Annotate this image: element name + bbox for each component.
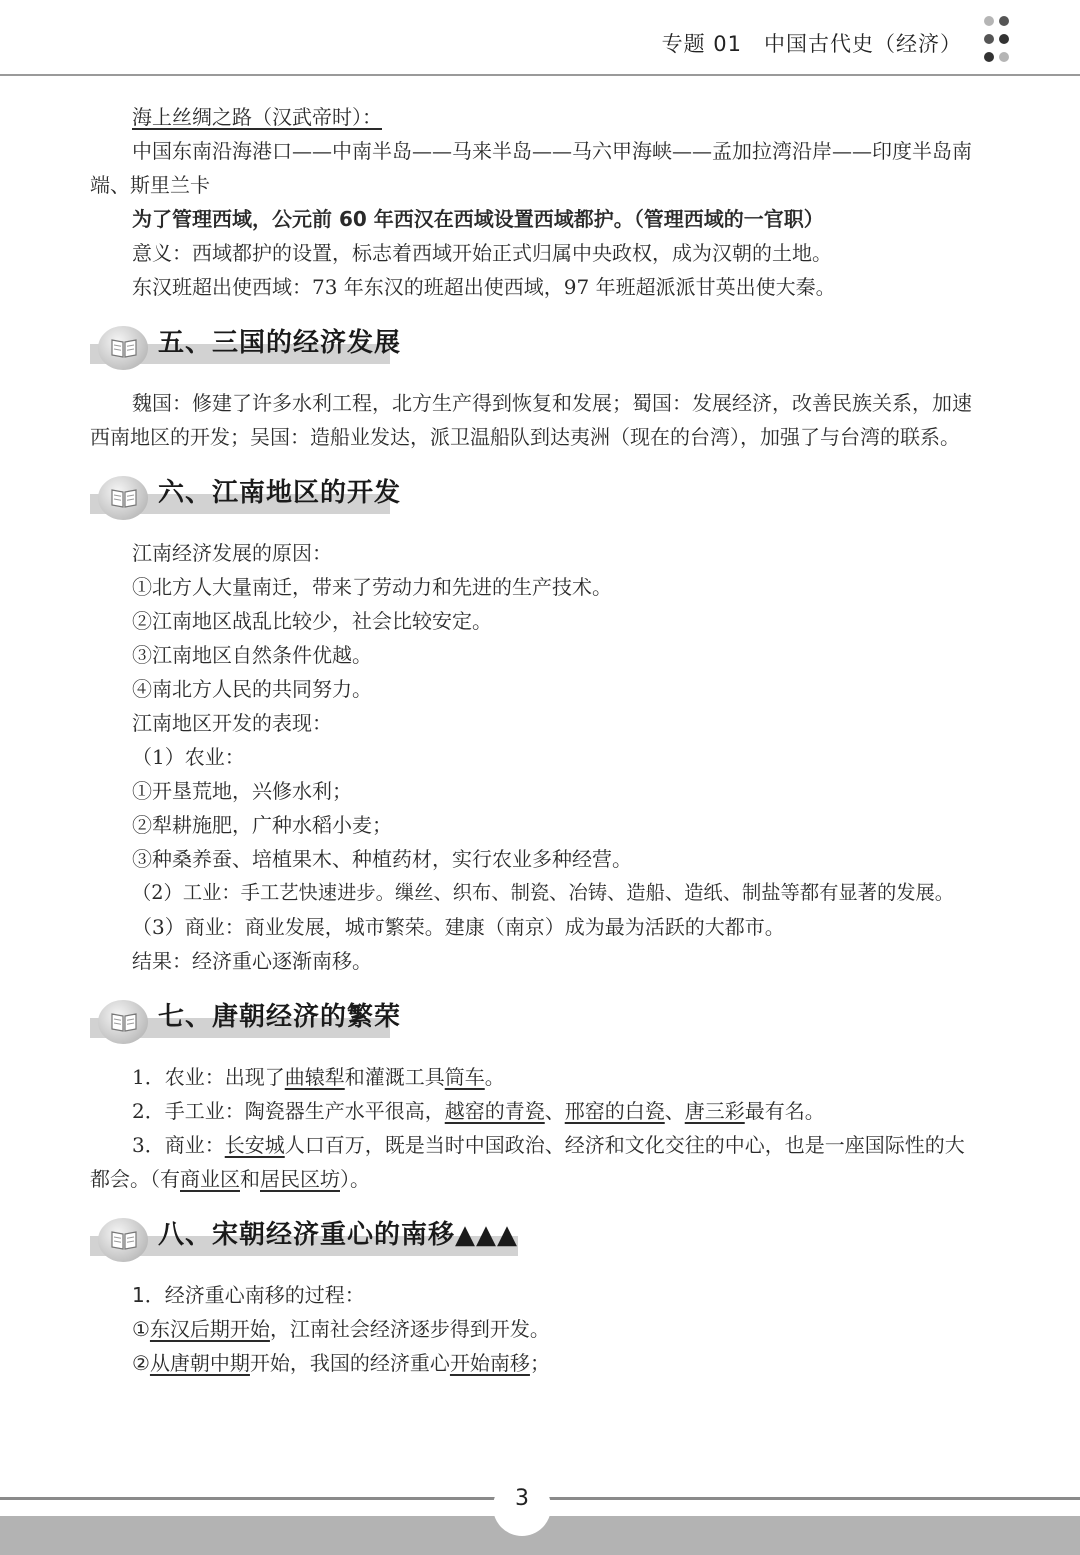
header-dots-ornament: [984, 16, 1024, 64]
section-7-header: [90, 998, 980, 1042]
banchao-mission: 东汉班超出使西域：73 年东汉的班超出使西域，97 年班超派派甘英出使大秦。: [132, 275, 836, 299]
term-donghan-late: 东汉后期开始: [149, 1317, 270, 1341]
book-icon: [111, 1230, 137, 1250]
sec6-line: ③种桑养蚕、培植果木、种植药材，实行农业多种经营。: [132, 847, 632, 871]
xiyu-meaning: 意义：西域都护的设置，标志着西域开始正式归属中央政权，成为汉朝的土地。: [132, 241, 832, 265]
section-badge: [98, 326, 148, 370]
sec7-handicraft: 2．手工业：陶瓷器生产水平很高，越窑的青瓷、邢窑的白瓷、唐三彩最有名。: [132, 1099, 825, 1123]
section-badge: [98, 1218, 148, 1262]
section-badge: [98, 476, 148, 520]
sec8-step-1: ①东汉后期开始，江南社会经济逐步得到开发。: [132, 1317, 550, 1341]
term-tongche: 筒车: [444, 1065, 485, 1089]
page-number: 3: [515, 1486, 529, 1511]
sec6-line: ③江南地区自然条件优越。: [132, 643, 372, 667]
sec6-line: 结果：经济重心逐渐南移。: [132, 949, 372, 973]
header-title: 专题 01 中国古代史（经济）: [661, 32, 962, 56]
page-header: [0, 0, 1080, 76]
silk-road-heading: 海上丝绸之路（汉武帝时）：: [132, 105, 382, 129]
term-start-south: 开始南移: [449, 1351, 530, 1375]
sec6-line: ④南北方人民的共同努力。: [132, 677, 372, 701]
book-icon: [111, 1012, 137, 1032]
page-footer: [0, 1478, 1080, 1555]
section-6-title: 六、江南地区的开发: [158, 478, 402, 508]
section-5-title: 五、三国的经济发展: [158, 328, 402, 358]
sec8-process-heading: 1．经济重心南移的过程：: [132, 1283, 365, 1307]
sec7-agriculture: 1．农业：出现了曲辕犁和灌溉工具筒车。: [132, 1065, 505, 1089]
xiyu-protectorate: 为了管理西域，公元前 60 年西汉在西域设置西域都护。（管理西域的一官职）: [132, 207, 824, 231]
header-divider: [0, 74, 1080, 76]
term-changan: 长安城: [224, 1133, 285, 1157]
sec7-commerce: 3．商业：长安城人口百万，既是当时中国政治、经济和文化交往的中心，也是一座国际性的大都会。（有商业区和居民区坊）。: [90, 1133, 965, 1191]
sec6-line: ②江南地区战乱比较少，社会比较安定。: [132, 609, 492, 633]
sec6-line: ①开垦荒地，兴修水利；: [132, 779, 352, 803]
term-tangsancai: 唐三彩: [684, 1099, 745, 1123]
silk-road-route: 中国东南沿海港口——中南半岛——马来半岛——马六甲海峡——孟加拉湾沿岸——印度半岛南端、斯里兰卡: [90, 139, 972, 197]
sec6-line: （2）工业：手工艺快速进步。缫丝、织布、制瓷、冶铸、造船、造纸、制盐等都有显著的发展。: [132, 881, 955, 904]
sec6-line: 江南地区开发的表现：: [132, 711, 332, 735]
section-6-header: [90, 474, 980, 518]
section-8-header: [90, 1216, 980, 1260]
sec6-line: ②犁耕施肥，广种水稻小麦；: [132, 813, 392, 837]
term-tang-mid: 从唐朝中期: [149, 1351, 250, 1375]
book-icon: [111, 338, 137, 358]
page-content: [90, 100, 980, 1380]
term-xingyao: 邢窑的白瓷: [564, 1099, 665, 1123]
sec8-step-2: ②从唐朝中期开始，我国的经济重心开始南移；: [132, 1351, 550, 1375]
sec6-line: （3）商业：商业发展，城市繁荣。建康（南京）成为最为活跃的大都市。: [132, 915, 785, 939]
section-5-header: [90, 324, 980, 368]
section-badge: [98, 1000, 148, 1044]
term-jumingqufang: 居民区坊: [260, 1167, 340, 1191]
sec6-line: 江南经济发展的原因：: [132, 541, 332, 565]
term-yueyao: 越窑的青瓷: [444, 1099, 545, 1123]
sec6-line: （1）农业：: [132, 745, 245, 769]
sec5-text: 魏国：修建了许多水利工程，北方生产得到恢复和发展；蜀国：发展经济，改善民族关系，加速西南地区的开发；吴国：造船业发达，派卫温船队到达夷洲（现在的台湾），加强了与台湾的联系。: [90, 391, 972, 449]
term-quyuanli: 曲辕犁: [284, 1065, 345, 1089]
section-8-title: 八、宋朝经济重心的南移▲▲▲: [158, 1220, 518, 1250]
sec6-line: ①北方人大量南迁，带来了劳动力和先进的生产技术。: [132, 575, 612, 599]
section-7-title: 七、唐朝经济的繁荣: [158, 1002, 402, 1032]
book-icon: [111, 488, 137, 508]
term-shangyequ: 商业区: [180, 1167, 240, 1191]
